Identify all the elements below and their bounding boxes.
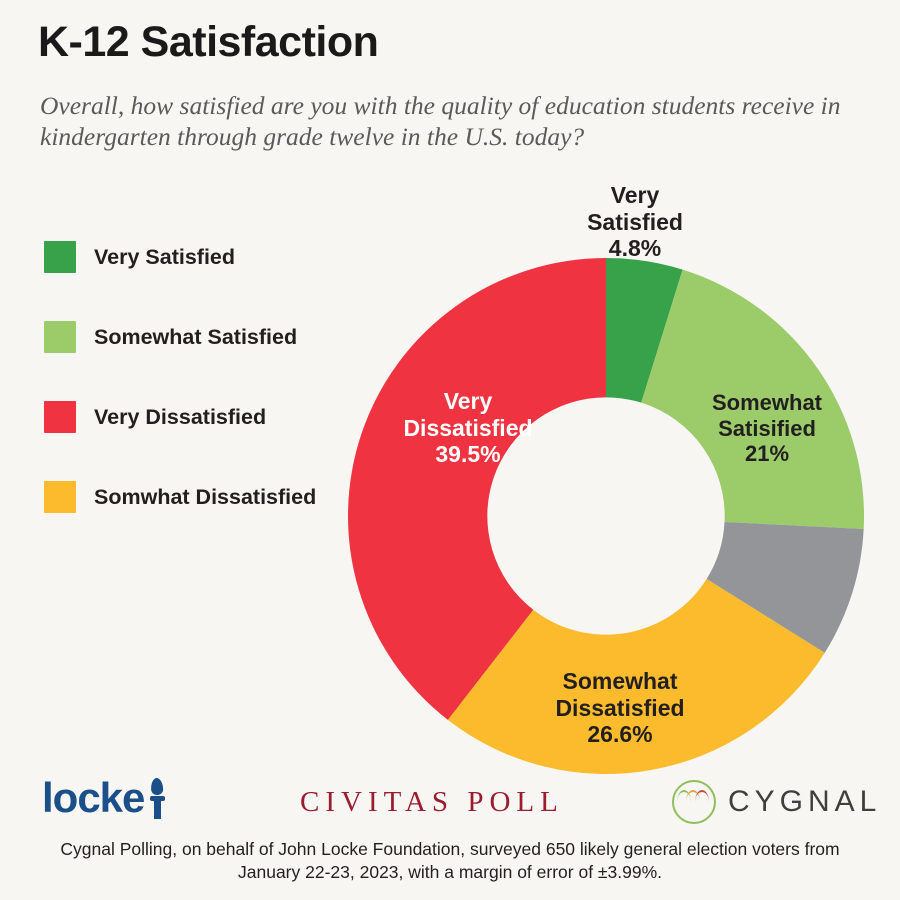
- slice-label-line2: Dissatisfied: [555, 694, 685, 721]
- cygnal-mark-icon: [672, 780, 716, 824]
- slice-label-line2: Satisfied: [587, 208, 683, 235]
- footer-logos: [0, 772, 900, 834]
- source-note-line1: Cygnal Polling, on behalf of John Locke Foundation, surveyed 650 likely general election voters from: [60, 839, 840, 859]
- cygnal-logo-text: CYGNAL: [728, 785, 882, 818]
- civitas-poll-logo[interactable]: CIVITAS POLL: [300, 786, 564, 818]
- source-note-line2: January 22-23, 2023, with a margin of error of ±3.99%.: [238, 862, 662, 882]
- legend-label: Very Satisfied: [94, 244, 236, 269]
- chart-legend: [44, 228, 374, 548]
- slice-label-somewhat-dissatisfied: [500, 668, 740, 748]
- legend-label: Somewhat Satisfied: [94, 324, 298, 349]
- legend-item[interactable]: [44, 308, 374, 366]
- slice-label-very-dissatisfied: [368, 388, 568, 468]
- legend-swatch-somewhat-dissatisfied: [44, 481, 76, 513]
- legend-label: Somwhat Dissatisfied: [94, 484, 317, 509]
- slice-label-value: 4.8%: [608, 235, 662, 262]
- slice-label-line1: Somewhat: [562, 668, 678, 694]
- page-subtitle: Overall, how satisfied are you with the quality of education students receive in kindergarten through grade twelve in the U.S. today?: [40, 91, 841, 151]
- slice-label-value: 21%: [744, 441, 790, 467]
- slice-label-value: 26.6%: [587, 721, 653, 748]
- slice-label-line1: Very: [443, 388, 493, 414]
- legend-item[interactable]: [44, 228, 374, 286]
- torch-icon: [146, 778, 168, 822]
- legend-label: Very Dissatisfied: [94, 404, 267, 429]
- slice-label-line2: Dissatisfied: [403, 414, 533, 441]
- source-note: [0, 838, 900, 884]
- legend-swatch-somewhat-satisfied: [44, 321, 76, 353]
- slice-label-line1: Very: [610, 182, 660, 208]
- locke-logo-text: locke: [42, 774, 145, 821]
- legend-swatch-very-dissatisfied: [44, 401, 76, 433]
- locke-logo[interactable]: [42, 774, 168, 822]
- slice-label-somewhat-satisfied: [672, 390, 862, 467]
- slice-label-very-satisfied: [540, 182, 730, 262]
- slice-label-line2: Satisified: [718, 415, 816, 441]
- slice-label-value: 39.5%: [435, 441, 501, 468]
- legend-swatch-very-satisfied: [44, 241, 76, 273]
- legend-item[interactable]: [44, 388, 374, 446]
- page-title: K-12 Satisfaction: [38, 18, 379, 66]
- legend-item[interactable]: [44, 468, 374, 526]
- cygnal-logo[interactable]: [672, 780, 881, 824]
- slice-label-line1: Somewhat: [711, 390, 823, 415]
